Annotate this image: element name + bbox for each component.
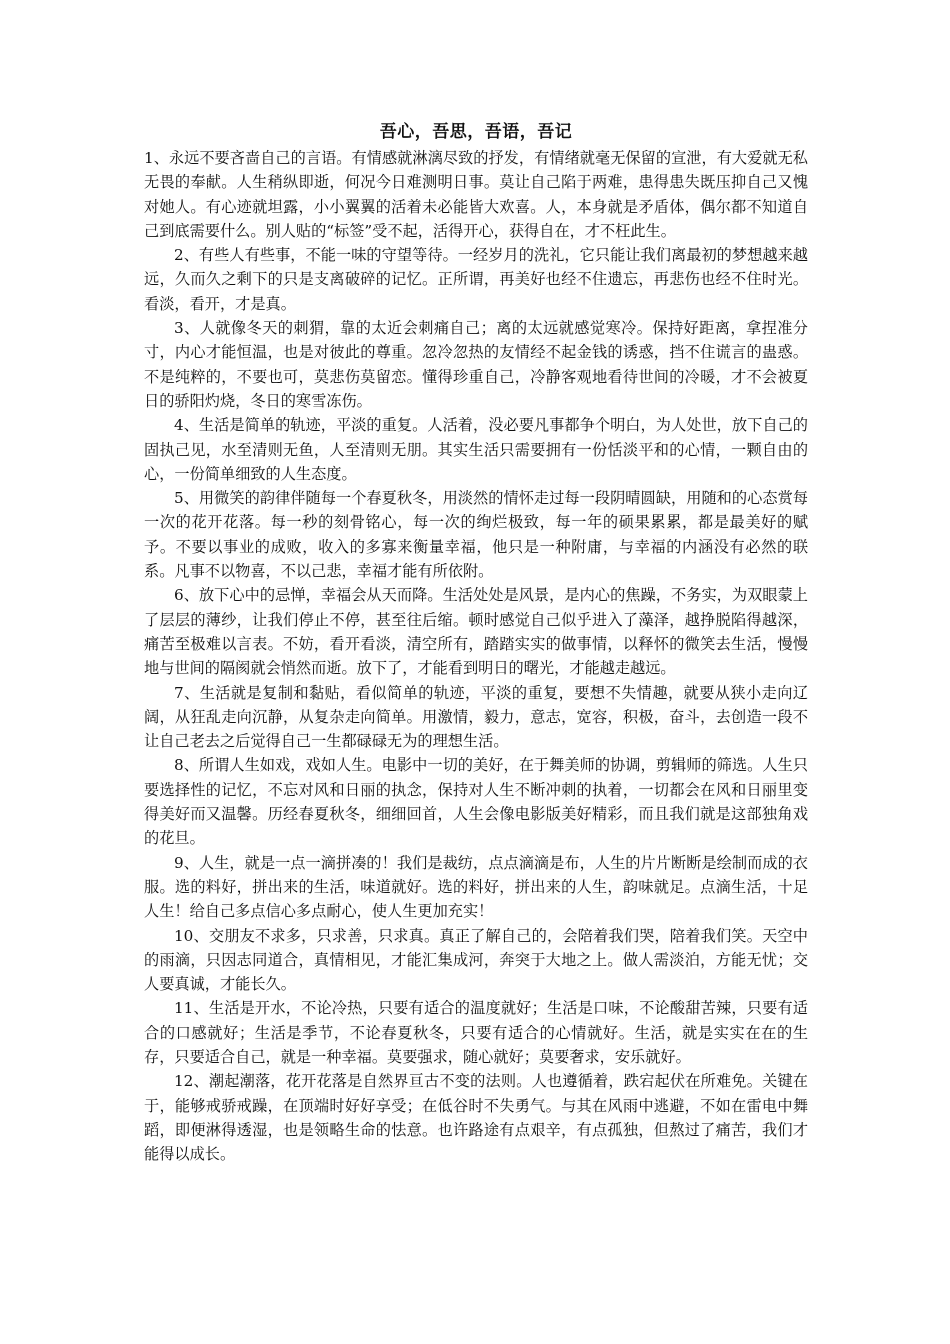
paragraph-9: 9、人生，就是一点一滴拼凑的！我们是裁纺，点点滴滴是布，人生的片片断断是绘制而成的衣服。选的料好，拼出来的生活，味道就好。选的料好，拼出来的人生，韵味就足。点滴生活，十足人生！给自己多点信心多点耐心，使人生更加充实！ bbox=[144, 853, 808, 921]
document-page bbox=[144, 118, 808, 1166]
paragraph-7: 7、生活就是复制和黏贴，看似简单的轨迹，平淡的重复，要想不失情趣，就要从狭小走向辽阔，从狂乱走向沉静，从复杂走向简单。用激情，毅力，意志，宽容，积极，奋斗，去创造一段不让自己老去之后觉得自己一生都碌碌无为的理想生活。 bbox=[144, 683, 808, 751]
paragraph-6: 6、放下心中的忌惮，幸福会从天而降。生活处处是风景，是内心的焦躁，不务实，为双眼蒙上了层层的薄纱，让我们停止不停，甚至往后缩。顿时感觉自己似乎进入了藻泽，越挣脱陷得越深，痛苦至极难以言表。不妨，看开看淡，清空所有，踏踏实实的做事情，以释怀的微笑去生活，慢慢地与世间的隔阂就会悄然而逝。放下了，才能看到明日的曙光，才能越走越远。 bbox=[144, 586, 808, 678]
paragraph-1: 1、永远不要吝啬自己的言语。有情感就淋漓尽致的抒发，有情绪就毫无保留的宣泄，有大爱就无私无畏的奉献。人生稍纵即逝，何况今日难测明日事。莫让自己陷于两难，患得患失既压抑自己又愧对她人。有心迹就坦露，小小翼翼的活着未必能皆大欢喜。人，本身就是矛盾体，偶尔都不知道自己到底需要什么。别人贴的“标签”受不起，活得开心，获得自在，才不枉此生。 bbox=[144, 149, 808, 240]
paragraph-4: 4、生活是简单的轨迹，平淡的重复。人活着，没必要凡事都争个明白，为人处世，放下自己的固执己见，水至清则无鱼，人至清则无朋。其实生活只需要拥有一份恬淡平和的心情，一颗自由的心，一份简单细致的人生态度。 bbox=[144, 416, 808, 483]
document-title: 吾心，吾思，吾语，吾记 bbox=[379, 122, 573, 142]
paragraph-3: 3、人就像冬天的刺猬，靠的太近会刺痛自己；离的太远就感觉寒冷。保持好距离，拿捏准分寸，内心才能恒温，也是对彼此的尊重。忽冷忽热的友情经不起金钱的诱惑，挡不住谎言的蛊惑。不是纯粹的，不要也可，莫悲伤莫留恋。懂得珍重自己，冷静客观地看待世间的冷暖，才不会被夏日的骄阳灼烧，冬日的寒雪冻伤。 bbox=[144, 319, 808, 410]
paragraph-12: 12、潮起潮落，花开花落是自然界亘古不变的法则。人也遵循着，跌宕起伏在所难免。关键在于，能够戒骄戒躁，在顶端时好好享受；在低谷时不失勇气。与其在风雨中逃避，不如在雷电中舞蹈，即便淋得透湿，也是领略生命的怯意。也许路途有点艰辛，有点孤独，但熬过了痛苦，我们才能得以成长。 bbox=[144, 1072, 808, 1164]
paragraph-5: 5、用微笑的韵律伴随每一个春夏秋冬，用淡然的情怀走过每一段阴晴圆缺，用随和的心态赏每一次的花开花落。每一秒的刻骨铭心，每一次的绚烂极致，每一年的硕果累累，都是最美好的赋予。不要以事业的成败，收入的多寡来衡量幸福，他只是一种附庸，与幸福的内涵没有必然的联系。凡事不以物喜，不以己悲，幸福才能有所依附。 bbox=[144, 489, 808, 581]
paragraph-2: 2、有些人有些事，不能一味的守望等待。一经岁月的洗礼，它只能让我们离最初的梦想越来越远，久而久之剩下的只是支离破碎的记忆。正所谓，再美好也经不住遗忘，再悲伤也经不住时光。看淡，看开，才是真。 bbox=[144, 246, 808, 313]
paragraph-8: 8、所谓人生如戏，戏如人生。电影中一切的美好，在于舞美师的协调，剪辑师的筛选。人生只要选择性的记忆，不忘对风和日丽的执念，保持对人生不断冲刺的执着，一切都会在风和日丽里变得美好而又温馨。历经春夏秋冬，细细回首，人生会像电影版美好精彩，而且我们就是这部独角戏的花旦。 bbox=[144, 756, 808, 848]
paragraph-11: 11、生活是开水，不论冷热，只要有适合的温度就好；生活是口味，不论酸甜苦辣，只要有适合的口感就好；生活是季节，不论春夏秋冬，只要有适合的心情就好。生活，就是实实在在的生存，只要适合自己，就是一种幸福。莫要强求，随心就好；莫要奢求，安乐就好。 bbox=[144, 999, 808, 1066]
paragraph-10: 10、交朋友不求多，只求善，只求真。真正了解自己的，会陪着我们哭，陪着我们笑。天空中的雨滴，只因志同道合，真情相见，才能汇集成河，奔突于大地之上。做人需淡泊，方能无忧；交人要真诚，才能长久。 bbox=[144, 926, 808, 994]
